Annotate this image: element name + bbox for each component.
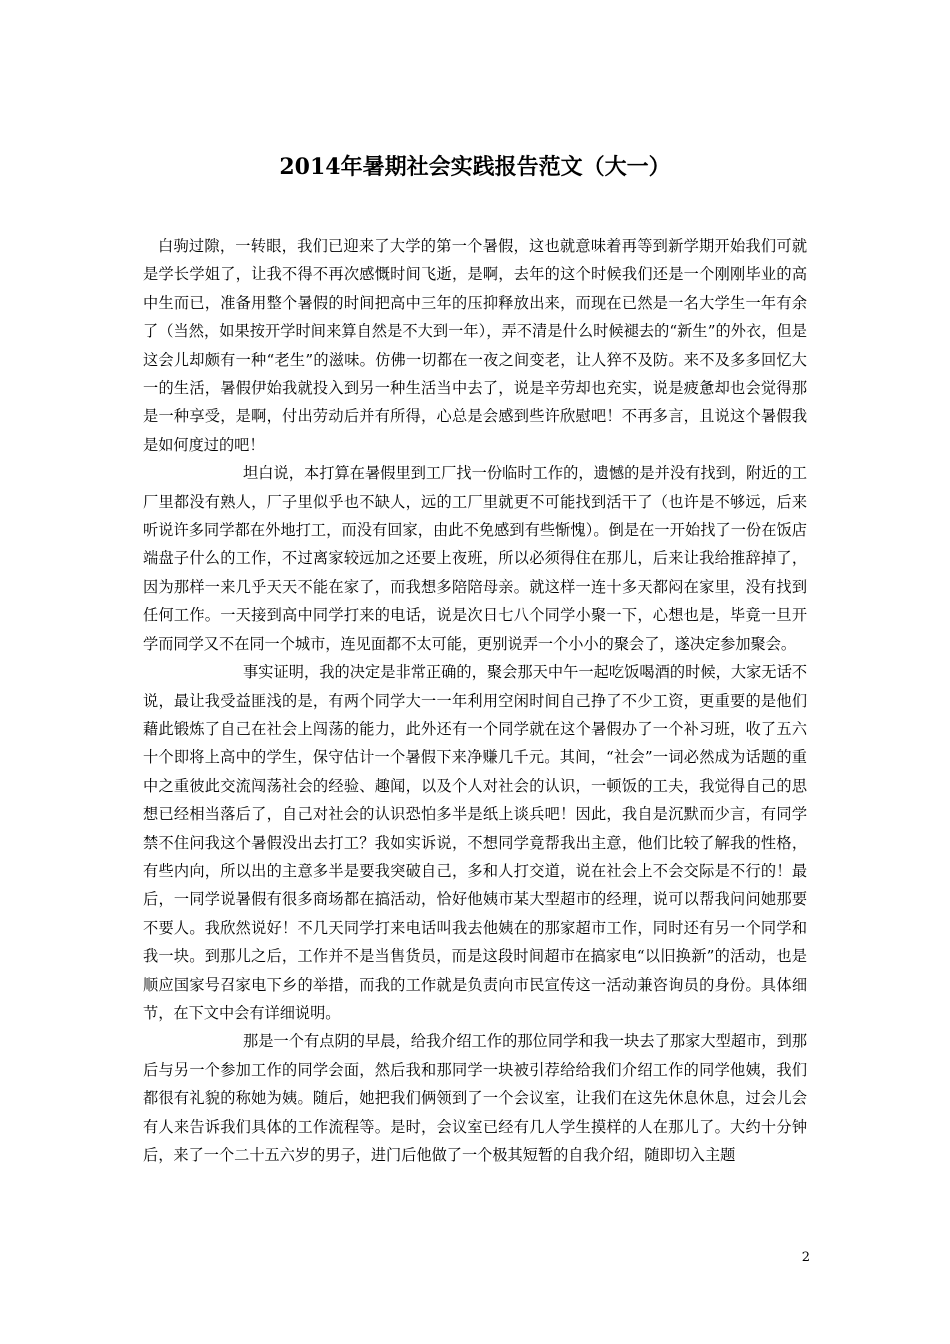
paragraph-1: 白驹过隙，一转眼，我们已迎来了大学的第一个暑假，这也就意味着再等到新学期开始我们可就是学长学姐了，让我不得不再次感慨时间飞逝，是啊，去年的这个时候我们还是一个刚刚毕业的高中生而已，准备用整个暑假的时间把高中三年的压抑释放出来，而现在已然是一名大学生一年有余了（当然，如果按开学时间来算自然是不大到一年），弄不清是什么时候褪去的“新生”的外衣，但是这会儿却颇有一种“老生”的滋味。仿佛一切都在一夜之间变老，让人猝不及防。来不及多多回忆大一的生活，暑假伊始我就投入到另一种生活当中去了，说是辛劳却也充实，说是疲惫却也会觉得那是一种享受，是啊，付出劳动后并有所得，心总是会感到些许欣慰吧！不再多言，且说这个暑假我是如何度过的吧！ — [143, 237, 807, 454]
paragraph-3: 事实证明，我的决定是非常正确的，聚会那天中午一起吃饭喝酒的时候，大家无话不说，最让我受益匪浅的是，有两个同学大一一年利用空闲时间自己挣了不少工资，更重要的是他们藉此锻炼了自己在社会上闯荡的能力，此外还有一个同学就在这个暑假办了一个补习班，收了五六十个即将上高中的学生，保守估计一个暑假下来净赚几千元。其间，“社会”一词必然成为话题的重中之重彼此交流闯荡社会的经验、趣闻，以及个人对社会的认识，一顿饭的工夫，我觉得自己的思想已经相当落后了，自己对社会的认识恐怕多半是纸上谈兵吧！因此，我自是沉默而少言，有同学禁不住问我这个暑假没出去打工？我如实诉说，不想同学竟帮我出主意，他们比较了解我的性格，有些内向，所以出的主意多半是要我突破自己，多和人打交道，说在社会上不会交际是不行的！最后，一同学说暑假有很多商场都在搞活动，恰好他姨市某大型超市的经理，说可以帮我问问她那要不要人。我欣然说好！不几天同学打来电话叫我去他姨在的那家超市工作，同时还有另一个同学和我一块。到那儿之后，工作并不是当售货员，而是这段时间超市在搞家电“以旧换新”的活动，也是顺应国家号召家电下乡的举措，而我的工作就是负责向市民宣传这一活动兼咨询员的身份。具体细节，在下文中会有详细说明。 — [143, 663, 807, 1022]
paragraph-2: 坦白说，本打算在暑假里到工厂找一份临时工作的，遗憾的是并没有找到，附近的工厂里都没有熟人，厂子里似乎也不缺人，远的工厂里就更不可能找到活干了（也许是不够远，后来听说许多同学都在外地打工，而没有回家，由此不免感到有些惭愧）。倒是在一开始找了一份在饭店端盘子什么的工作，不过离家较远加之还要上夜班，所以必须得住在那儿，后来让我给推辞掉了，因为那样一来几乎天天不能在家了，而我想多陪陪母亲。就这样一连十多天都闷在家里，没有找到任何工作。一天接到高中同学打来的电话，说是次日七八个同学小聚一下，心想也是，毕竟一旦开学而同学又不在同一个城市，连见面都不太可能，更别说弄一个小小的聚会了，遂决定参加聚会。 — [143, 464, 807, 653]
document-body — [143, 232, 807, 1169]
page-number: 2 — [801, 1250, 810, 1265]
paragraph-4: 那是一个有点阴的早晨，给我介绍工作的那位同学和我一块去了那家大型超市，到那后与另一个参加工作的同学会面，然后我和那同学一块被引荐给给我们介绍工作的同学他姨，我们都很有礼貌的称她为姨。随后，她把我们俩领到了一个会议室，让我们在这先休息休息，过会儿会有人来告诉我们具体的工作流程等。是时，会议室已经有几人学生摸样的人在那儿了。大约十分钟后，来了一个二十五六岁的男子，进门后他做了一个极其短暂的自我介绍，随即切入主题 — [143, 1032, 807, 1164]
document-title: 2014年暑期社会实践报告范文（大一） — [279, 154, 671, 180]
